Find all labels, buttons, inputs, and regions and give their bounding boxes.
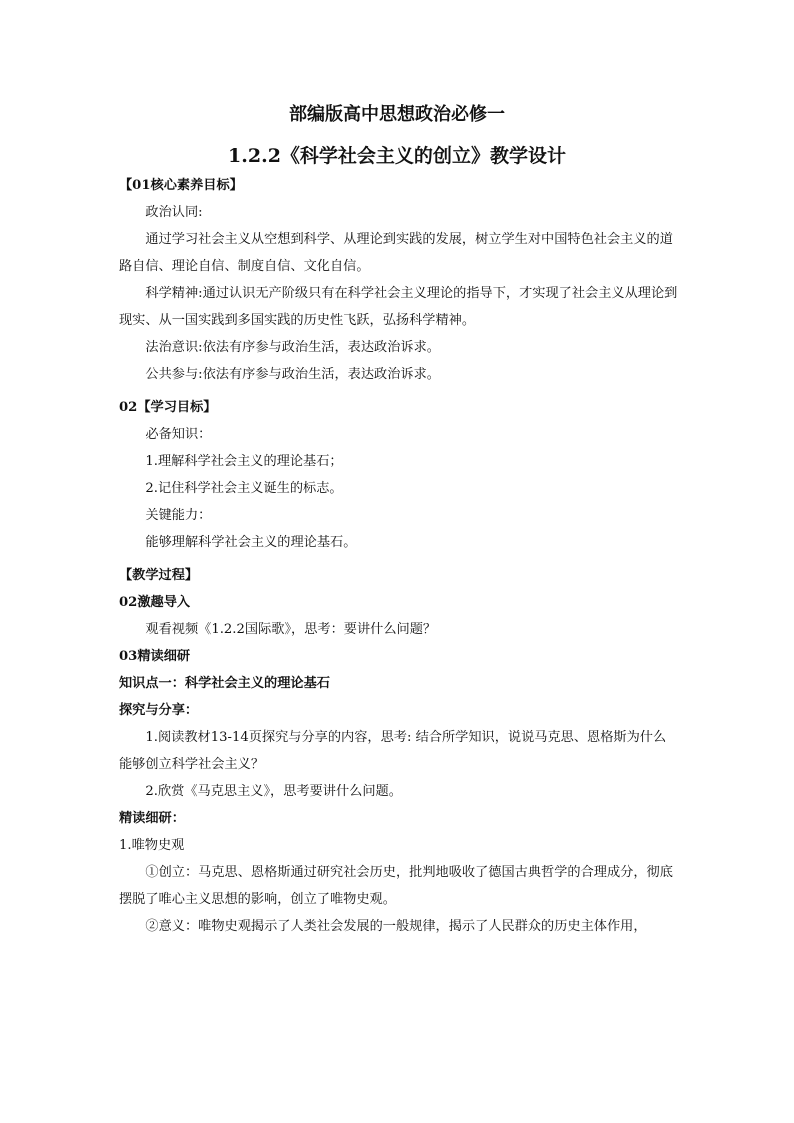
- paragraph: ①创立：马克思、恩格斯通过研究社会历史，批判地吸收了德国古典哲学的合理成分，彻底摆脱了唯心主义思想的影响，创立了唯物史观。: [119, 865, 673, 907]
- paragraph: ②意义：唯物史观揭示了人类社会发展的一般规律，揭示了人民群众的历史主体作用，: [145, 919, 647, 934]
- paragraph: 政治认同:: [145, 205, 203, 220]
- paragraph: 通过学习社会主义从空想到科学、从理论到实践的发展，树立学生对中国特色社会主义的道路自信、理论自信、制度自信、文化自信。: [119, 232, 673, 274]
- document-body: [119, 172, 679, 940]
- read-heading: 精读细研：: [119, 811, 185, 826]
- paragraph: 1.理解科学社会主义的理论基石；: [145, 454, 343, 469]
- paragraph: 1.阅读教材13-14页探究与分享的内容，思考: 结合所学知识，说说马克思、恩格斯为什么能够创立科学社会主义？: [119, 730, 667, 772]
- paragraph: 2.记住科学社会主义诞生的标志。: [145, 481, 343, 496]
- explore-heading: 探究与分享：: [119, 703, 199, 718]
- document-title: 部编版高中思想政治必修一: [289, 104, 505, 125]
- list-item: 1.唯物史观: [119, 838, 185, 853]
- paragraph: 观看视频《1.2.2国际歌》，思考：要讲什么问题？: [145, 622, 437, 637]
- paragraph: 关键能力：: [145, 508, 212, 523]
- paragraph: 必备知识：: [145, 427, 212, 442]
- paragraph: 法治意识:依法有序参与政治生活，表达政治诉求。: [145, 340, 440, 355]
- paragraph: 公共参与:依法有序参与政治生活，表达政治诉求。: [145, 367, 440, 382]
- paragraph: 能够理解科学社会主义的理论基石。: [145, 535, 357, 550]
- subsection-heading-study: 03精读细研: [119, 649, 191, 664]
- paragraph: 科学精神:通过认识无产阶级只有在科学社会主义理论的指导下，才实现了社会主义从理论到现实、从一国实践到多国实践的历史性飞跃，弘扬科学精神。: [119, 286, 678, 328]
- knowledge-point-heading: 知识点一：科学社会主义的理论基石: [119, 676, 330, 691]
- section-heading-teaching-process: 【教学过程】: [119, 568, 199, 583]
- section-heading-learning-goals: 02【学习目标】: [119, 400, 217, 415]
- section-heading-core-goals: 【01核心素养目标】: [119, 178, 243, 193]
- subsection-heading-intro: 02激趣导入: [119, 595, 191, 610]
- document-subtitle: 1.2.2《科学社会主义的创立》教学设计: [228, 145, 566, 167]
- paragraph: 2.欣赏《马克思主义》，思考要讲什么问题。: [145, 784, 402, 799]
